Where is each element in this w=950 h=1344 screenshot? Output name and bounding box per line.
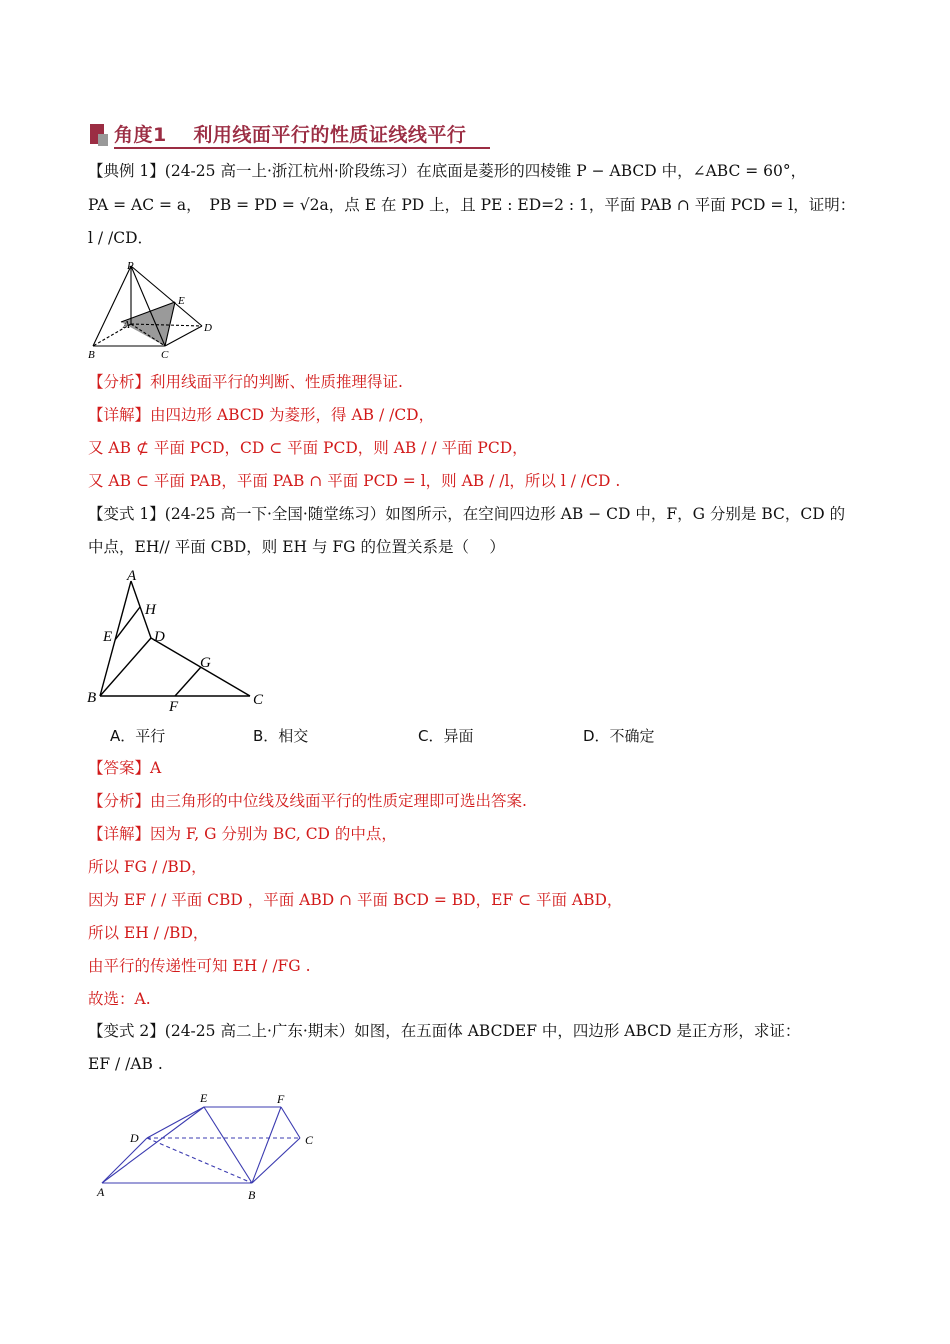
var2-line2: EF / /AB . [88, 1055, 163, 1073]
ex1-line1: 【典例 1】(24-25 高一上·浙江杭州·阶段练习）在底面是菱形的四棱锥 P − ABCD 中，∠ABC = 60°， [88, 162, 807, 180]
label-E: E [103, 629, 113, 645]
section-heading [90, 118, 490, 152]
heading-underline [114, 147, 490, 149]
ex1-detail-3: 又 AB ⊂ 平面 PAB，平面 PAB ∩ 平面 PCD = l，则 AB / /l，所以 l / /CD . [88, 472, 621, 490]
label-A: A [127, 568, 137, 584]
label-E: E [178, 295, 185, 307]
section-title: 角度1 利用线面平行的性质证线线平行 [114, 124, 467, 146]
label-C: C [253, 692, 264, 708]
label-D: D [130, 1131, 139, 1145]
pentahedron-figure [90, 1088, 330, 1208]
option-c: C．异面 [418, 727, 474, 745]
var1-detail-2: 所以 FG / /BD， [88, 858, 207, 876]
heading-marker-shadow-icon [98, 134, 108, 146]
label-C: C [305, 1133, 314, 1147]
label-C: C [161, 349, 169, 361]
label-D: D [154, 629, 165, 645]
var1-answer: 【答案】A [88, 759, 162, 777]
option-d: D．不确定 [583, 727, 655, 745]
tetrahedron-figure [85, 563, 275, 713]
label-H: H [145, 602, 156, 618]
label-D: D [204, 322, 212, 334]
ex1-line2: PA = AC = a， PB = PD = √2a，点 E 在 PD 上，且 PE : ED=2 : 1，平面 PAB ∩ 平面 PCD = l，证明： [88, 196, 856, 214]
var1-line1: 【变式 1】(24-25 高一下·全国·随堂练习）如图所示，在空间四边形 AB − CD 中，F，G 分别是 BC，CD 的 [88, 505, 846, 523]
label-A: A [97, 1185, 105, 1199]
var1-detail-3: 因为 EF / / 平面 CBD ，平面 ABD ∩ 平面 BCD = BD，EF ⊂ 平面 ABD， [88, 891, 623, 909]
label-E: E [200, 1091, 208, 1105]
ex1-line3: l / /CD． [88, 229, 154, 247]
label-B: B [248, 1188, 256, 1202]
ex1-detail-2: 又 AB ⊄ 平面 PCD，CD ⊂ 平面 PCD，则 AB / / 平面 PCD， [88, 439, 528, 457]
label-A: A [123, 319, 130, 331]
var1-line2: 中点，EH// 平面 CBD，则 EH 与 FG 的位置关系是（ ） [88, 538, 505, 556]
option-a: A．平行 [110, 727, 166, 745]
label-F: F [169, 699, 179, 715]
label-G: G [200, 655, 211, 671]
var1-analysis: 【分析】由三角形的中位线及线面平行的性质定理即可选出答案. [88, 792, 527, 810]
var1-detail-6: 故选：A. [88, 990, 151, 1008]
label-P: P [127, 260, 134, 272]
var1-detail-1: 【详解】因为 F, G 分别为 BC, CD 的中点， [88, 825, 397, 843]
var1-detail-5: 由平行的传递性可知 EH / /FG . [88, 957, 311, 975]
pyramid-figure [85, 258, 220, 363]
var2-line1: 【变式 2】(24-25 高二上·广东·期末）如图，在五面体 ABCDEF 中，四边形 ABCD 是正方形，求证： [88, 1022, 801, 1040]
label-F: F [277, 1092, 285, 1106]
ex1-analysis: 【分析】利用线面平行的判断、性质推理得证. [88, 373, 403, 391]
label-B: B [87, 690, 97, 706]
var1-detail-4: 所以 EH / /BD， [88, 924, 209, 942]
ex1-detail-1: 【详解】由四边形 ABCD 为菱形，得 AB / /CD， [88, 406, 435, 424]
option-b: B．相交 [253, 727, 309, 745]
label-B: B [88, 349, 95, 361]
